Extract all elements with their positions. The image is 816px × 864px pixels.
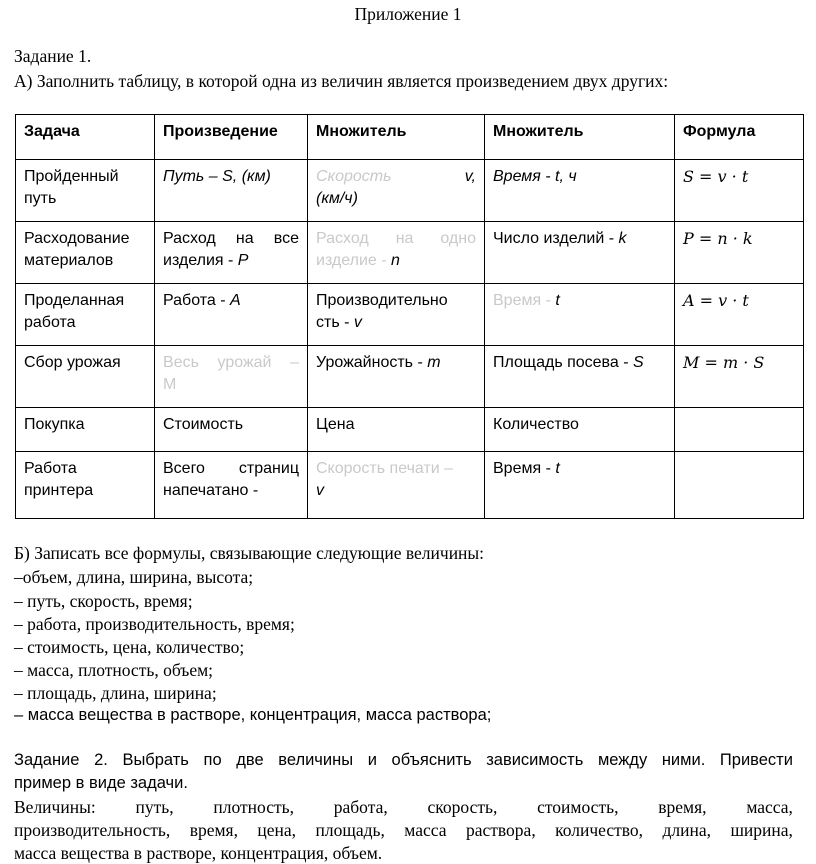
table-header-row (16, 115, 804, 160)
faded-text: Скорость (316, 168, 392, 185)
table-row (16, 452, 804, 519)
cell-task: Сбор урожая (16, 346, 155, 408)
cell-formula: M = m · S (675, 346, 804, 408)
faded-text: Весь урожай – (163, 354, 299, 371)
cell-factor-1: Скорость печати – v (308, 452, 485, 519)
task1-part-a: А) Заполнить таблицу, в которой одна из величин является произведением двух других: (14, 71, 669, 91)
cell-formula: P = n · k (675, 222, 804, 284)
task1-title: Задание 1. (14, 46, 92, 66)
cell-formula (675, 452, 804, 519)
cell-product: Стоимость (155, 408, 308, 452)
faded-text: Расход на одно (316, 230, 476, 247)
table-row (16, 284, 804, 346)
cell-product: Работа - A (155, 284, 308, 346)
cell-factor-2: Число изделий - k (485, 222, 675, 284)
list-item: – масса, плотность, объем; (14, 660, 214, 680)
list-item: – площадь, длина, ширина; (14, 683, 217, 703)
task2-line-3: Величины: путь, плотность, работа, скорость, стоимость, время, масса, (14, 797, 793, 817)
cell-factor-1: Скорость v, (км/ч) (308, 160, 485, 222)
cell-task: Расходование материалов (16, 222, 155, 284)
task2-line-4: производительность, время, цена, площадь, масса раствора, количество, длина, ширина, (14, 820, 793, 840)
table-row (16, 408, 804, 452)
header-formula: Формула (675, 115, 804, 160)
cell-formula (675, 408, 804, 452)
header-product: Произведение (155, 115, 308, 160)
cell-product: Всего страниц напечатано - (155, 452, 308, 519)
cell-product: Расход на все изделия - P (155, 222, 308, 284)
table-row (16, 160, 804, 222)
task2-line-2: пример в виде задачи. (14, 774, 188, 792)
cell-factor-1: Урожайность - m (308, 346, 485, 408)
cell-factor-1: Цена (308, 408, 485, 452)
list-item: – работа, производительность, время; (14, 614, 295, 634)
list-item: – путь, скорость, время; (14, 591, 193, 611)
header-factor-1: Множитель (308, 115, 485, 160)
cell-factor-1: Производительно сть - v (308, 284, 485, 346)
cell-factor-2: Время - t, ч (485, 160, 675, 222)
cell-task: Пройденный путь (16, 160, 155, 222)
faded-text: Скорость печати – (316, 460, 454, 477)
list-item: –объем, длина, ширина, высота; (14, 567, 254, 587)
part-b-title: Б) Записать все формулы, связывающие следующие величины: (14, 543, 485, 563)
cell-factor-1: Расход на одно изделие - n (308, 222, 485, 284)
header-factor-2: Множитель (485, 115, 675, 160)
table-row (16, 222, 804, 284)
quantities-table (15, 114, 804, 519)
task2-line-1: Задание 2. Выбрать по две величины и объяснить зависимость между ними. Привести (14, 751, 793, 769)
list-item: – масса вещества в растворе, концентрация, масса раствора; (14, 706, 492, 724)
cell-task: Проделанная работа (16, 284, 155, 346)
appendix-title: Приложение 1 (354, 4, 462, 24)
cell-task: Покупка (16, 408, 155, 452)
cell-factor-2: Количество (485, 408, 675, 452)
cell-formula: A = v · t (675, 284, 804, 346)
cell-factor-2: Время - t (485, 284, 675, 346)
cell-product: Путь – S, (км) (155, 160, 308, 222)
cell-product: Весь урожай – М (155, 346, 308, 408)
cell-factor-2: Время - t (485, 452, 675, 519)
table-row (16, 346, 804, 408)
cell-task: Работа принтера (16, 452, 155, 519)
cell-factor-2: Площадь посева - S (485, 346, 675, 408)
header-task: Задача (16, 115, 155, 160)
list-item: – стоимость, цена, количество; (14, 637, 245, 657)
task2-line-5: масса вещества в растворе, концентрация, объем. (14, 843, 383, 863)
cell-formula: S = v · t (675, 160, 804, 222)
